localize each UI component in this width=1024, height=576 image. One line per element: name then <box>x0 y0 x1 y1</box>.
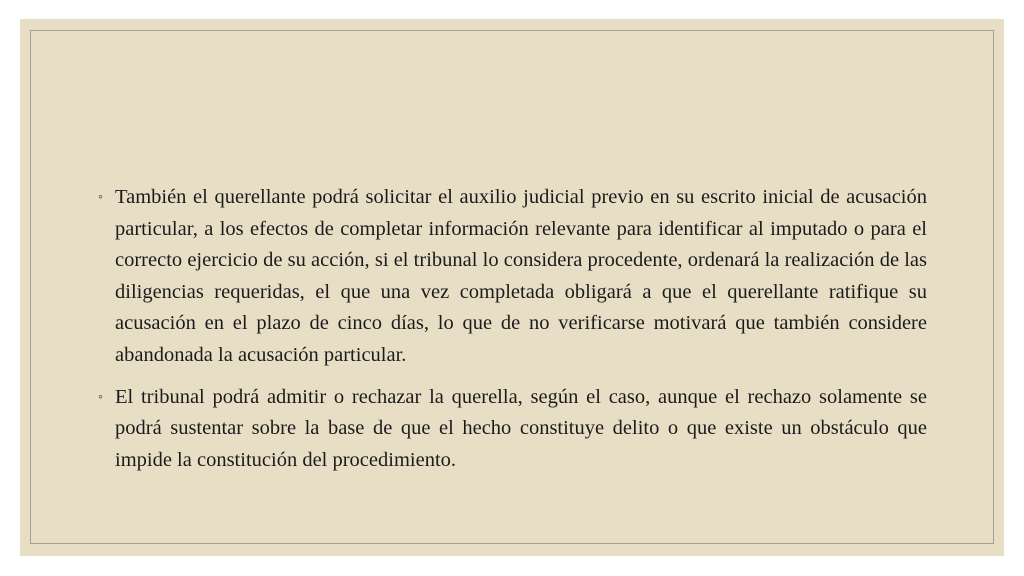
bullet-circle-icon: ◦ <box>98 389 103 405</box>
bullet-list <box>98 182 927 486</box>
bullet-text-1: También el querellante podrá solicitar el auxilio judicial previo en su escrito inicial de acusación particular, a los efectos de completar información relevante para identificar al imputado o para el correcto ejercicio de su acción, si el tribunal lo considera procedente, ordenará la realización de las diligencias requeridas, el que una vez completada obligará a que el querellante ratifique su acusación en el plazo de cinco días, lo que de no verificarse motivará que también considere abandonada la acusación particular. <box>115 186 927 366</box>
bullet-item-2 <box>98 382 927 477</box>
bullet-text-2: El tribunal podrá admitir o rechazar la querella, según el caso, aunque el rechazo solamente se podrá sustentar sobre la base de que el hecho constituye delito o que existe un obstáculo que impide la constitución del procedimiento. <box>115 385 927 471</box>
slide <box>20 19 1004 556</box>
bullet-item-1 <box>98 182 927 372</box>
bullet-circle-icon: ◦ <box>98 190 103 205</box>
